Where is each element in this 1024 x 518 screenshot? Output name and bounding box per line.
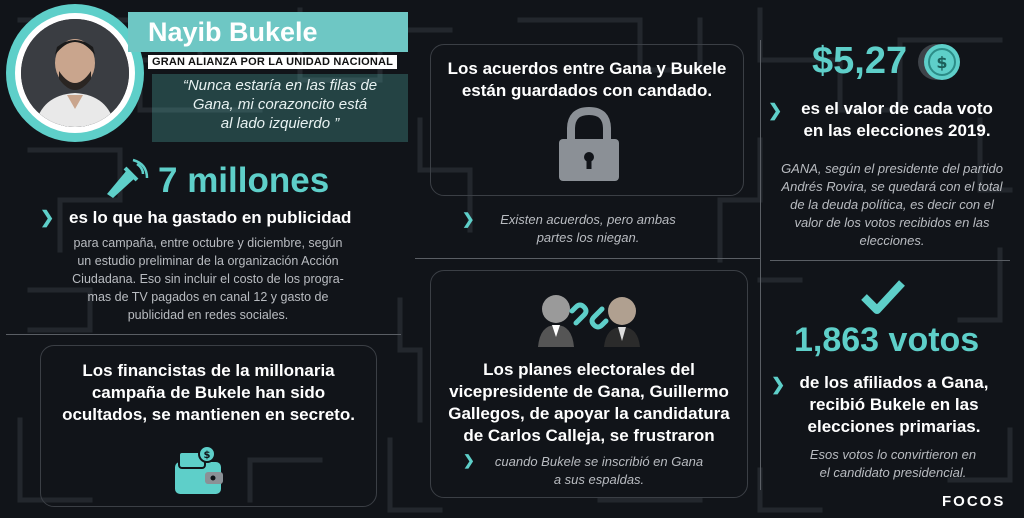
chevron-right-icon: ❯ bbox=[462, 211, 475, 228]
financiers-panel bbox=[40, 345, 377, 507]
megaphone-icon bbox=[103, 158, 149, 200]
plans-line: Los planes electorales del bbox=[483, 360, 695, 379]
svg-text:$: $ bbox=[203, 450, 211, 461]
detail-line: elecciones. bbox=[859, 233, 925, 248]
agreements-line: están guardados con candado. bbox=[461, 81, 713, 100]
financiers-line: Los financistas de la millonaria bbox=[82, 361, 335, 380]
headline-line: elecciones primarias. bbox=[807, 417, 981, 436]
vote-value-amount: $5,27 bbox=[812, 40, 908, 82]
publicity-headline: es lo que ha gastado en publicidad bbox=[68, 208, 352, 227]
headline-line: de los afiliados a Gana, bbox=[799, 373, 989, 392]
detail-line: mas de TV pagados en canal 12 y gasto de bbox=[87, 290, 329, 304]
financiers-line: campaña de Bukele han sido bbox=[91, 383, 326, 402]
party-label bbox=[148, 55, 397, 69]
divider bbox=[760, 40, 761, 490]
name-banner bbox=[128, 12, 408, 52]
plans-panel bbox=[430, 270, 748, 498]
brand-logo: FOCOS bbox=[942, 493, 1006, 510]
headline-line: en las elecciones 2019. bbox=[803, 121, 991, 140]
candidate-name: Nayib Bukele bbox=[148, 17, 318, 47]
quote-line: “Nunca estaría en las filas de bbox=[182, 77, 378, 94]
broken-link-icon bbox=[534, 285, 644, 347]
headline-line: recibió Bukele en las bbox=[809, 395, 979, 414]
financiers-line: ocultados, se mantienen en secreto. bbox=[62, 405, 355, 424]
checkmark-icon bbox=[860, 275, 906, 317]
divider bbox=[770, 260, 1010, 261]
party-name: GRAN ALIANZA POR LA UNIDAD NACIONAL bbox=[152, 56, 394, 68]
divider bbox=[415, 258, 760, 259]
publicity-detail bbox=[48, 234, 368, 324]
divider bbox=[6, 334, 401, 335]
agreements-panel bbox=[430, 44, 744, 196]
chevron-right-icon: ❯ bbox=[768, 101, 783, 120]
votes-headline bbox=[780, 372, 1008, 438]
svg-text:$: $ bbox=[936, 53, 948, 72]
plans-line: de Carlos Calleja, se frustraron bbox=[463, 426, 715, 445]
votes-detail bbox=[788, 446, 998, 482]
plans-line: Gallegos, de apoyar la candidatura bbox=[448, 404, 730, 423]
financiers-text bbox=[41, 360, 376, 426]
agreements-line: Los acuerdos entre Gana y Bukele bbox=[447, 59, 727, 78]
quote-line: al lado izquierdo ” bbox=[220, 115, 340, 132]
note-line: Existen acuerdos, pero ambas bbox=[500, 212, 676, 227]
quote bbox=[152, 74, 408, 142]
portrait bbox=[6, 4, 144, 142]
publicity-headline-row bbox=[40, 208, 351, 228]
detail-line: Ciudadana. Eso sin incluir el costo de los progra- bbox=[72, 272, 344, 286]
plans-note bbox=[479, 453, 719, 489]
detail-line: un estudio preliminar de la organización Acción bbox=[77, 254, 339, 268]
detail-line: el candidato presidencial. bbox=[819, 465, 967, 480]
agreements-text bbox=[431, 58, 743, 102]
wallet-icon bbox=[169, 444, 225, 496]
detail-line: Esos votos lo convirtieron en bbox=[809, 447, 977, 462]
detail-line: de la deuda política, es decir con el bbox=[790, 197, 994, 212]
detail-line: Andrés Rovira, se quedará con el total bbox=[781, 179, 1003, 194]
detail-line: valor de los votos recibidos en las bbox=[794, 215, 990, 230]
detail-line: publicidad en redes sociales. bbox=[127, 308, 289, 322]
votes-amount: 1,863 votos bbox=[794, 321, 980, 359]
note-line: cuando Bukele se inscribió en Gana bbox=[494, 454, 704, 469]
headline-line: es el valor de cada voto bbox=[801, 99, 993, 118]
detail-line: para campaña, entre octubre y diciembre, según bbox=[73, 236, 343, 250]
person-photo bbox=[21, 19, 129, 127]
vote-value-headline bbox=[782, 98, 1012, 142]
note-line: a sus espaldas. bbox=[553, 472, 645, 487]
agreements-note bbox=[474, 211, 702, 247]
detail-line: GANA, según el presidente del partido bbox=[781, 161, 1003, 176]
chevron-right-icon: ❯ bbox=[40, 208, 55, 227]
publicity-amount: 7 millones bbox=[158, 161, 330, 200]
quote-line: Gana, mi corazoncito está bbox=[192, 96, 368, 113]
vote-value-detail bbox=[770, 160, 1014, 250]
padlock-icon bbox=[557, 107, 621, 183]
chevron-right-icon: ❯ bbox=[771, 375, 786, 394]
chevron-right-icon: ❯ bbox=[463, 452, 475, 468]
plans-line: vicepresidente de Gana, Guillermo bbox=[449, 382, 729, 401]
coin-stack-icon bbox=[914, 40, 966, 84]
note-line: partes los niegan. bbox=[536, 230, 640, 245]
plans-text bbox=[431, 359, 747, 447]
